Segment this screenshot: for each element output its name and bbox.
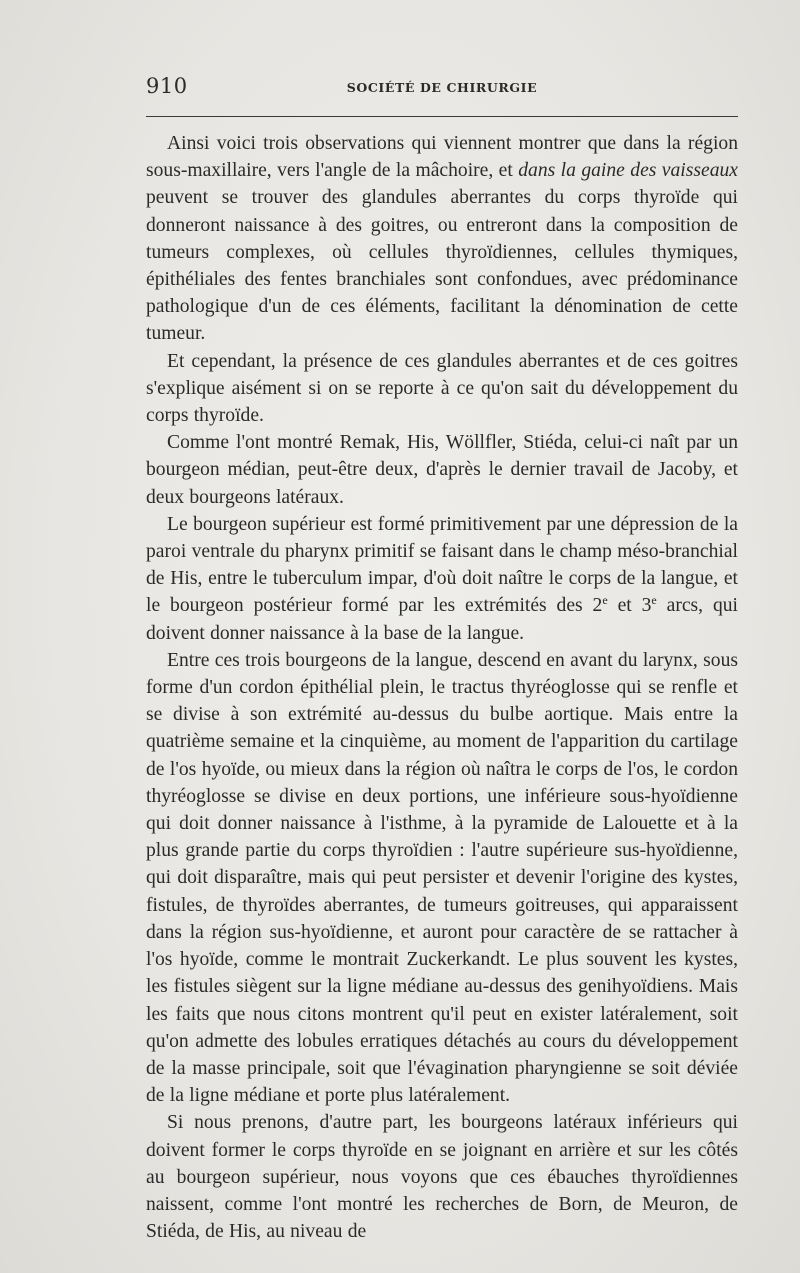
paragraph: Le bourgeon supérieur est formé primitivement par une dépression de la paroi ventrale du pharynx primitif se faisant dans le champ méso-branchial de His, entre le tuberculum impar, d'où doit naître le corps de la langue, et le bourgeon postérieur formé par les extrémités des 2e et 3e arcs, qui doivent donner naissance à la base de la langue. (146, 513, 738, 644)
page-number: 910 (146, 74, 188, 98)
superscript: e (651, 593, 657, 608)
paragraph: Si nous prenons, d'autre part, les bourgeons latéraux inférieurs qui doivent former le corps thyroïde en se joignant en arrière et sur les côtés au bourgeon supérieur, nous voyons que ces ébauches thyroïdiennes naissent, comme l'ont montré les recherches de Born, de Meuron, de Stiéda, de His, au niveau de (146, 1112, 738, 1243)
italic-phrase: dans la gaine des vaisseaux (518, 160, 738, 182)
header-rule (146, 116, 738, 117)
paragraph: Ainsi voici trois observations qui viennent montrer que dans la région sous-maxillaire, vers l'angle de la mâchoire, et dans la gaine des vaisseaux peuvent se trouver des glandules aberrantes du corps thyroïde qui donneront naissance à des goitres, ou entreront dans la composition de tumeurs complexes, où cellules thyroïdiennes, cellules thymiques, épithéliales des fentes branchiales sont confondues, avec prédominance pathologique d'un de ces éléments, facilitant la dénomination de cette tumeur. (146, 133, 738, 345)
paragraph: Entre ces trois bourgeons de la langue, descend en avant du larynx, sous forme d'un cordon épithélial plein, le tractus thyréoglosse qui se renfle et se divise à son extrémité au-dessus du bulbe aortique. Mais entre la quatrième semaine et la cinquième, au moment de l'apparition du cartilage de l'os hyoïde, ou mieux dans la région où naîtra le corps de l'os, le cordon thyréoglosse se divise en deux portions, une inférieure sous-hyoïdienne qui doit donner naissance à l'isthme, à la pyramide de Lalouette et à la plus grande partie du corps thyroïdien : l'autre supérieure sus-hyoïdienne, qui doit disparaître, mais qui peut persister et devenir l'origine des kystes, fistules, de thyroïdes aberrantes, de tumeurs goitreuses, qui apparaissent dans la région sus-hyoïdienne, et auront pour caractère de se rattacher à l'os hyoïde, comme le montrait Zuckerkandt. Le plus souvent les kystes, les fistules siègent sur la ligne médiane au-dessus des genihyoïdiens. Mais les faits que nous citons montrent qu'il peut en exister latéralement, soit qu'on admette des lobules erratiques détachés au cours du développement de la masse principale, soit que l'évagination pharyngienne se soit déviée de la ligne médiane et porte plus latéralement. (146, 649, 738, 1107)
paragraph: Comme l'ont montré Remak, His, Wöllfler, Stiéda, celui-ci naît par un bourgeon médian, peut-être deux, d'après le dernier travail de Jacoby, et deux bourgeons latéraux. (146, 432, 738, 508)
paragraph: Et cependant, la présence de ces glandules aberrantes et de ces goitres s'explique aisément si on se reporte à ce qu'on sait du développement du corps thyroïde. (146, 350, 738, 427)
journal-title: SOCIÉTÉ DE CHIRURGIE (346, 80, 538, 95)
running-head (146, 74, 738, 104)
body-text (146, 130, 738, 1245)
superscript: e (602, 593, 608, 608)
